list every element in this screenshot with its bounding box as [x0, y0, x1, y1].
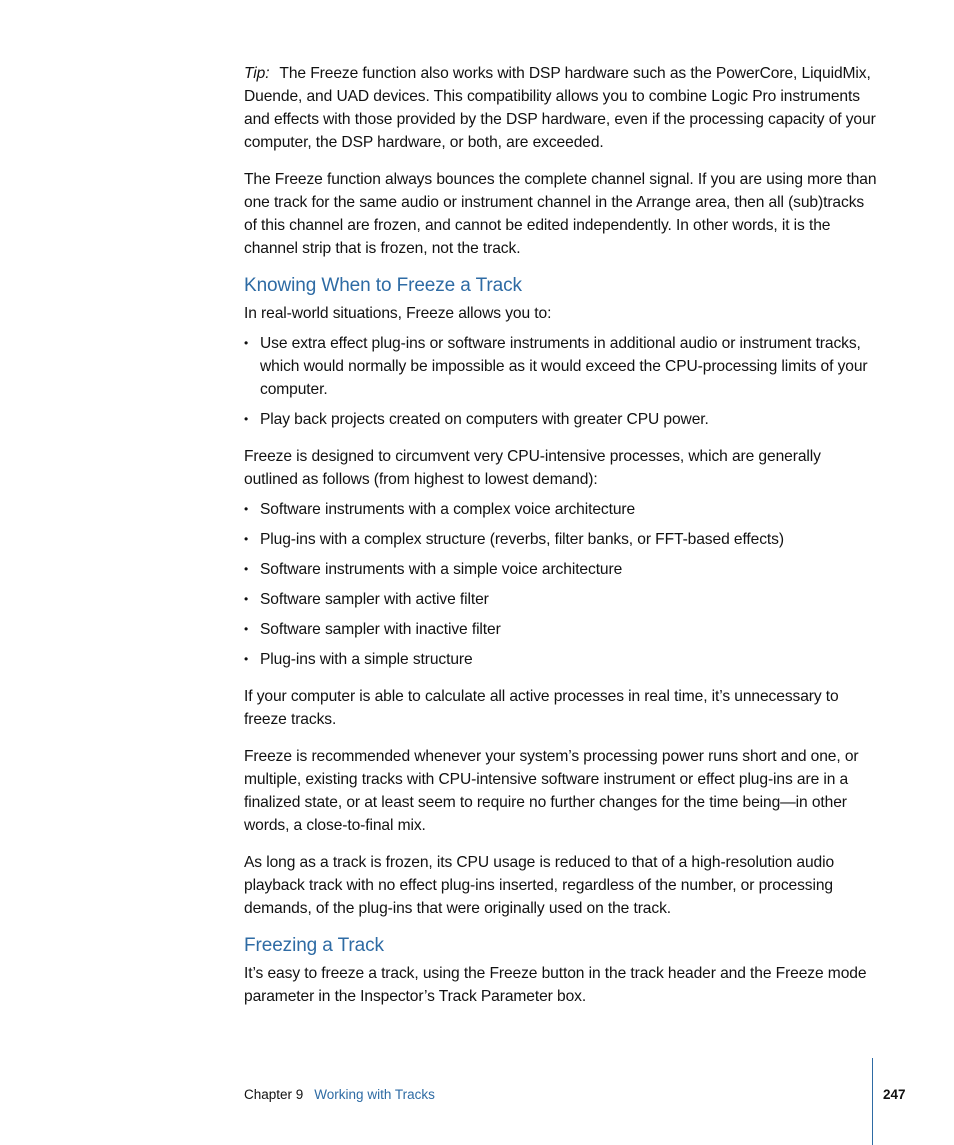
bullet-icon: •	[244, 622, 249, 636]
section1-para2: Freeze is designed to circumvent very CPU-intensive processes, which are generally outlined as follows (from highest to lowest demand):	[244, 448, 821, 488]
list-item	[244, 528, 878, 551]
list-item-text: Software sampler with active filter	[260, 591, 489, 608]
list-item	[244, 408, 878, 431]
list-item-text: Play back projects created on computers with greater CPU power.	[260, 411, 709, 428]
section1-para3: If your computer is able to calculate all active processes in real time, it’s unnecessary to freeze tracks.	[244, 688, 839, 728]
footer-divider	[872, 1058, 873, 1145]
list-item	[244, 558, 878, 581]
list-item-text: Use extra effect plug-ins or software instruments in additional audio or instrument tracks, which would normally be impossible as it would exceed the CPU-processing limits of your computer.	[260, 335, 868, 398]
page-body	[244, 62, 878, 1022]
list-item-text: Software instruments with a simple voice architecture	[260, 561, 623, 578]
list-item-text: Software instruments with a complex voice architecture	[260, 501, 636, 518]
bullet-icon: •	[244, 652, 249, 666]
list-item	[244, 332, 878, 401]
list-item	[244, 648, 878, 671]
tip-paragraph	[244, 62, 878, 154]
bullet-icon: •	[244, 336, 249, 350]
page-footer	[244, 1086, 435, 1104]
bullet-icon: •	[244, 592, 249, 606]
bullet-icon: •	[244, 562, 249, 576]
section1-para4: Freeze is recommended whenever your system’s processing power runs short and one, or multiple, existing tracks with CPU-intensive software instrument or effect plug-ins are in a finalized state, or at least seem to require no further changes for the time being—in other words, a close-to-final mix.	[244, 748, 859, 834]
tip-text: The Freeze function also works with DSP hardware such as the PowerCore, LiquidMix, Duende, and UAD devices. This compatibility allows you to combine Logic Pro instruments and effects with those provided by the DSP hardware, even if the processing capacity of your computer, the DSP hardware, or both, are exceeded.	[244, 65, 876, 151]
list-item	[244, 498, 878, 521]
bullet-icon: •	[244, 532, 249, 546]
footer-chapter-label: Chapter 9	[244, 1087, 304, 1102]
list-item-text: Software sampler with inactive filter	[260, 621, 501, 638]
section-heading-freezing-a-track: Freezing a Track	[244, 935, 384, 956]
footer-chapter-title: Working with Tracks	[314, 1087, 435, 1102]
list-item-text: Plug-ins with a complex structure (reverbs, filter banks, or FFT-based effects)	[260, 531, 784, 548]
section1-lead: In real-world situations, Freeze allows you to:	[244, 305, 552, 322]
list-item	[244, 588, 878, 611]
section2-paragraph: It’s easy to freeze a track, using the Freeze button in the track header and the Freeze mode parameter in the Inspector’s Track Parameter box.	[244, 965, 867, 1005]
section-heading-knowing-when: Knowing When to Freeze a Track	[244, 275, 522, 296]
list-item-text: Plug-ins with a simple structure	[260, 651, 473, 668]
tip-label: Tip:	[244, 65, 270, 82]
bullet-icon: •	[244, 502, 249, 516]
section1-para5: As long as a track is frozen, its CPU usage is reduced to that of a high-resolution audio playback track with no effect plug-ins inserted, regardless of the number, or processing demands, of the plug-ins that were originally used on the track.	[244, 854, 835, 917]
cpu-processes-list	[244, 498, 878, 671]
freeze-uses-list	[244, 332, 878, 431]
bullet-icon: •	[244, 412, 249, 426]
list-item	[244, 618, 878, 641]
page-number: 247	[883, 1087, 906, 1102]
intro-paragraph: The Freeze function always bounces the complete channel signal. If you are using more than one track for the same audio or instrument channel in the Arrange area, then all (sub)tracks of this channel are frozen, and cannot be edited independently. In other words, it is the channel strip that is frozen, not the track.	[244, 171, 877, 257]
